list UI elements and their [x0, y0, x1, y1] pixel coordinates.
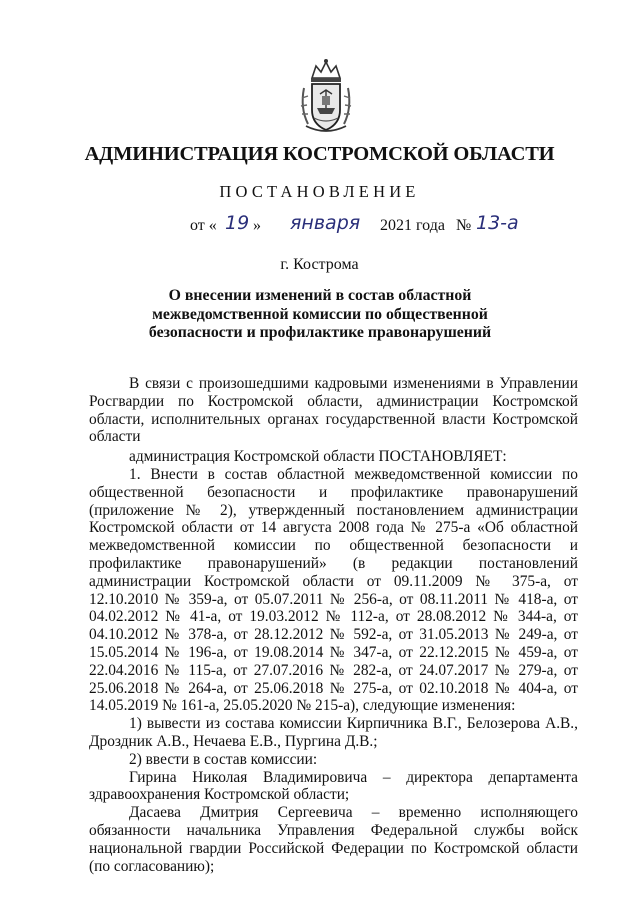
organization-title: АДМИНИСТРАЦИЯ КОСТРОМСКОЙ ОБЛАСТИ [84, 143, 555, 165]
coat-of-arms-emblem [298, 58, 354, 136]
paragraph-add-members: 2) ввести в состав комиссии: [129, 750, 318, 768]
document-number-handwritten: 13-а [476, 212, 519, 234]
document-subject: О внесении изменений в состав областной межведомственной комиссии по общественной безопасности и профилактике правонарушений [148, 287, 492, 341]
date-from-label: от « [190, 217, 217, 234]
document-body [89, 375, 578, 875]
date-year: 2021 года [380, 217, 445, 234]
city-line: г. Кострома [280, 256, 359, 273]
paragraph-member-dasaev: Дасаева Дмитрия Сергеевича – временно исполняющего обязанности начальника Управления Федеральной службы войск национальной гвардии Российской Федерации по Костромской области (по согласованию); [89, 804, 578, 875]
paragraph-member-girin: Гирина Николая Владимировича – директора департамента здравоохранения Костромской области; [89, 768, 578, 804]
paragraph-reason: В связи с произошедшими кадровыми изменениями в Управлении Росгвардии по Костромской области, администрации Костромской области, исполнительных органах государственной власти Костромской области [89, 375, 578, 446]
date-day-handwritten: 19 [225, 212, 250, 234]
paragraph-resolves: администрация Костромской области ПОСТАНОВЛЯЕТ: [129, 448, 507, 466]
paragraph-remove-members: 1) вывести из состава комиссии Кирпичника В.Г., Белозерова А.В., Дроздник А.В., Нечаева Е.В., Пургина Д.В.; [89, 715, 578, 750]
date-month-handwritten: января [290, 212, 361, 234]
document-type: ПОСТАНОВЛЕНИЕ [219, 182, 420, 201]
date-close-quote: » [253, 217, 261, 234]
date-number-line [190, 212, 570, 240]
paragraph-item-1: 1. Внести в состав областной межведомственной комиссии по общественной безопасности и профилактике правонарушений (приложение № 2), утвержденный постановлением администрации Костромской области от 14 августа 2008 года № 275-а «Об областной межведомственной комиссии по общественной безопасности и профилактике правонарушений» (в редакции постановлений администрации Костромской области от 09.11.2009 № 375-а, от 12.10.2010 № 359-а, от 05.07.2011 № 256-а, от 08.11.2011 № 418-а, от 04.02.2012 № 41-а, от 19.03.2012 № 112-а, от 28.08.2012 № 344-а, от 04.10.2012 № 378-а, от 28.12.2012 № 592-а, от 31.05.2013 № 249-а, от 15.05.2014 № 196-а, от 19.08.2014 № 347-а, от 22.12.2015 № 459-а, от 22.04.2016 № 115-а, от 27.07.2016 № 282-а, от 24.07.2017 № 279-а, от 25.06.2018 № 264-а, от 25.06.2018 № 275-а, от 02.10.2018 № 404-а, от 14.05.2019 № 161-а, 25.05.2020 № 215-а), следующие изменения: [89, 465, 578, 715]
number-sign: № [456, 217, 472, 234]
